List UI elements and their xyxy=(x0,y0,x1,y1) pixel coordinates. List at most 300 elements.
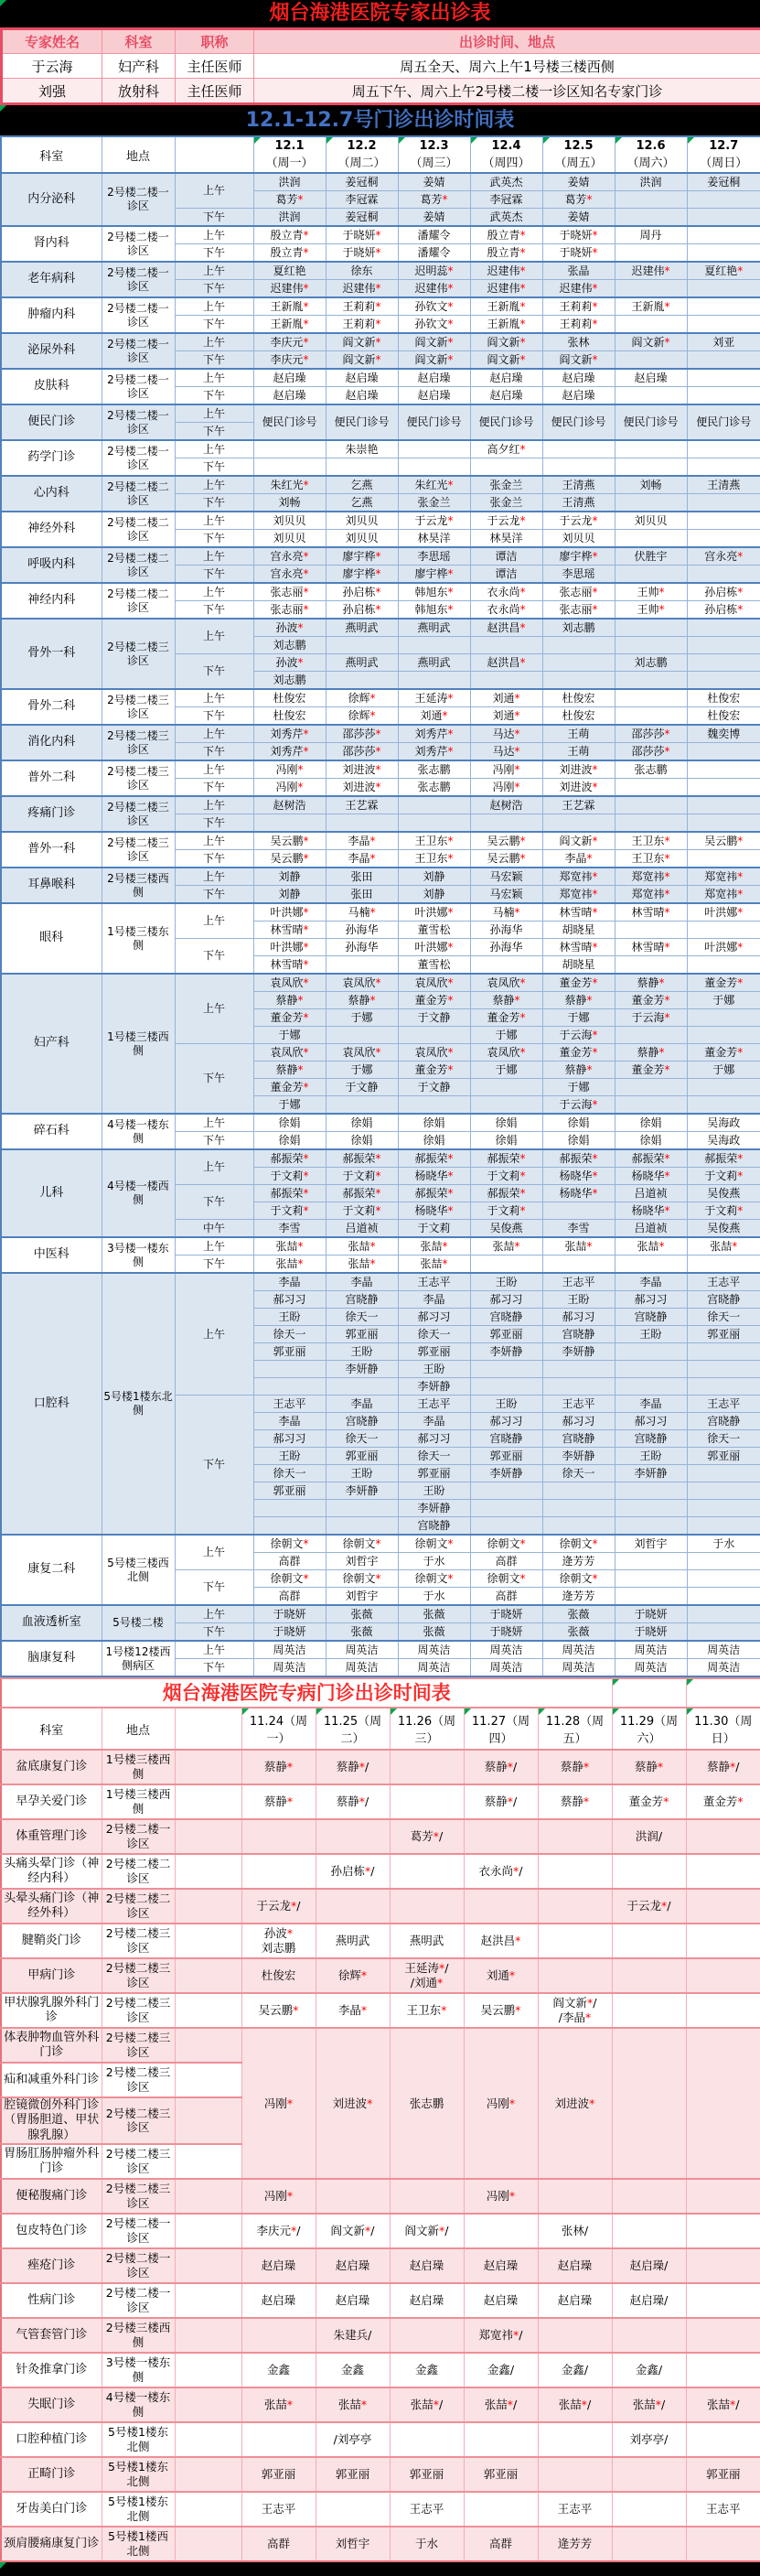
doctor-cell: 宫晓静 xyxy=(542,1326,615,1343)
asterisk-marker: * xyxy=(287,1795,293,1808)
doctor-cell xyxy=(686,1924,760,1958)
doctor-cell: 王盼 xyxy=(253,1448,326,1465)
doctor-cell xyxy=(687,1009,760,1027)
day-header-cell: 12.4 （周四） xyxy=(470,136,542,173)
asterisk-marker: * xyxy=(520,852,526,865)
location-cell: 2号楼二楼三诊区 xyxy=(102,832,175,868)
spacer-cell xyxy=(175,1993,241,2028)
doctor-cell xyxy=(687,779,760,797)
doctor-cell: 韩旭东* xyxy=(398,601,470,620)
doctor-cell: 刘秀芹* xyxy=(253,743,326,761)
doctor-cell: 迟建伟* xyxy=(398,280,470,298)
doctor-cell: 孙海华 xyxy=(470,939,542,956)
doctor-cell: 郭亚丽 xyxy=(398,1343,470,1361)
doctor-cell xyxy=(542,1256,615,1274)
doctor-cell: 郭亚丽 xyxy=(253,1343,326,1361)
location-cell: 2号楼二楼二诊区 xyxy=(102,512,175,547)
doctor-cell: 赵启璪 xyxy=(470,369,542,387)
doctor-cell: 杨晓华* xyxy=(615,1202,687,1220)
doctor-cell: 刘贝贝 xyxy=(253,512,326,530)
doctor-cell: 宫晓静 xyxy=(326,1291,398,1309)
dept-name-cell: 气管套管门诊 xyxy=(1,2318,102,2353)
doctor-cell: 阎文新* xyxy=(542,832,615,850)
doctor-cell xyxy=(687,1623,760,1642)
doctor-cell xyxy=(470,1378,542,1396)
doctor-cell xyxy=(687,922,760,939)
doctor-cell: 张志丽* xyxy=(542,583,615,601)
doctor-cell: 赵启璪 xyxy=(470,387,542,405)
doctor-cell: 李晶 xyxy=(326,1396,398,1413)
doctor-cell: 蔡静* xyxy=(538,1750,612,1784)
doctor-cell: 葛芳* xyxy=(542,191,615,209)
asterisk-marker: * xyxy=(593,941,598,954)
doctor-cell xyxy=(686,2318,760,2353)
asterisk-marker: * xyxy=(508,1760,513,1773)
asterisk-marker: * xyxy=(593,300,598,313)
doctor-cell: 郑宽祎* xyxy=(615,886,687,904)
doctor-cell xyxy=(398,814,470,833)
doctor-cell: 于文莉* xyxy=(253,1168,326,1185)
asterisk-marker: * xyxy=(737,888,743,900)
doctor-cell: 徐朝文* xyxy=(470,1570,542,1588)
shift-label-cell: 上午 xyxy=(175,1273,253,1396)
asterisk-marker: * xyxy=(737,941,743,954)
doctor-cell: 衣永尚* xyxy=(470,583,542,601)
doctor-cell: 蔡静* xyxy=(241,1784,316,1819)
asterisk-marker: * xyxy=(448,976,454,989)
doctor-cell: 叶洪娜* xyxy=(687,903,760,922)
asterisk-marker: * xyxy=(287,2189,293,2203)
doctor-cell: 郝习习 xyxy=(615,1413,687,1430)
doctor-cell: 便民门诊号 xyxy=(253,404,326,440)
doctor-cell: 刘静 xyxy=(398,886,470,904)
asterisk-marker: * xyxy=(593,1537,598,1550)
shift-label-cell: 上午 xyxy=(175,868,253,886)
asterisk-marker: * xyxy=(370,835,376,847)
doctor-cell: 袁凤欣* xyxy=(326,974,398,992)
doctor-cell xyxy=(464,2214,538,2248)
doctor-cell xyxy=(687,316,760,334)
doctor-cell: 张喆*/ xyxy=(390,2387,464,2422)
asterisk-marker: * xyxy=(304,1081,309,1094)
location-cell: 2号楼二楼三诊区 xyxy=(102,2028,175,2063)
doctor-cell: 刘静 xyxy=(253,886,326,904)
asterisk-marker: * xyxy=(593,550,598,563)
comment-marker-icon xyxy=(0,2562,6,2569)
location-cell: 5号楼三楼西北侧 xyxy=(102,1535,175,1605)
doctor-cell: 吴云鹏* xyxy=(253,850,326,868)
dept-name-cell: 中医科 xyxy=(1,1237,102,1273)
asterisk-marker: * xyxy=(291,2224,296,2237)
doctor-cell xyxy=(687,369,760,387)
doctor-cell: 乞燕 xyxy=(326,494,398,512)
schedule-row xyxy=(1,297,760,316)
asterisk-marker: * xyxy=(287,1760,293,1773)
dept-name-cell: 盆底康复门诊 xyxy=(1,1750,102,1784)
doctor-cell xyxy=(326,1378,398,1396)
doctor-cell: 叶洪娜* xyxy=(687,939,760,956)
location-cell: 2号楼二楼三诊区 xyxy=(102,1924,175,1958)
doctor-cell: 张林/ xyxy=(538,2214,612,2248)
doctor-cell: 赵启璪 xyxy=(316,2248,390,2283)
doctor-cell xyxy=(542,1361,615,1378)
doctor-cell: 宫晓静 xyxy=(687,1413,760,1430)
doctor-cell: 于文莉* xyxy=(326,1202,398,1220)
asterisk-marker: * xyxy=(665,1204,670,1217)
doctor-cell: 高群 xyxy=(470,1553,542,1570)
asterisk-marker: * xyxy=(434,2398,439,2411)
doctor-cell: 刘畅 xyxy=(615,476,687,494)
doctor-cell: 李晶* xyxy=(326,832,398,850)
expert-rank-cell: 主任医师 xyxy=(176,79,254,104)
asterisk-marker: * xyxy=(665,1011,670,1024)
doctor-cell xyxy=(316,1819,390,1854)
doctor-cell: 蔡静*/ xyxy=(316,1784,390,1819)
doctor-cell xyxy=(615,351,687,370)
doctor-cell: 邵莎莎* xyxy=(326,743,398,761)
doctor-cell xyxy=(615,387,687,405)
doctor-cell xyxy=(326,458,398,477)
doctor-cell: 王志平 xyxy=(687,1273,760,1291)
doctor-cell xyxy=(612,2028,686,2179)
doctor-cell: 阎文新* xyxy=(326,333,398,351)
asterisk-marker: * xyxy=(361,2398,367,2411)
doctor-cell: 徐娟 xyxy=(398,1114,470,1132)
doctor-cell xyxy=(686,2527,760,2561)
doctor-cell: 徐娟 xyxy=(253,1114,326,1132)
dept-name-cell: 腔镜微创外科门诊（胃肠胆道、甲状腺乳腺） xyxy=(1,2097,102,2144)
asterisk-marker: * xyxy=(376,336,381,349)
doctor-cell xyxy=(470,637,542,654)
dept-name-cell: 体表肿物血管外科门诊 xyxy=(1,2028,102,2063)
asterisk-marker: * xyxy=(376,781,381,793)
doctor-cell xyxy=(615,814,687,833)
asterisk-marker: * xyxy=(448,745,454,758)
asterisk-marker: * xyxy=(737,870,743,883)
expert-header-cell: 科室 xyxy=(102,29,176,54)
asterisk-marker: * xyxy=(376,1204,381,1217)
doctor-cell: 董金芳* xyxy=(687,1044,760,1062)
doctor-cell: 廖宇桦* xyxy=(326,566,398,584)
doctor-cell: 夏红艳* xyxy=(687,262,760,280)
asterisk-marker: * xyxy=(376,586,381,598)
doctor-cell: 袁凤欣* xyxy=(470,974,542,992)
doctor-cell xyxy=(615,1096,687,1115)
doctor-cell: 徐天一 xyxy=(253,1326,326,1343)
asterisk-marker: * xyxy=(509,1968,515,1982)
doctor-cell: 洪润 xyxy=(615,173,687,191)
doctor-cell: 刘静 xyxy=(398,868,470,886)
doctor-cell: 李冠霖 xyxy=(326,191,398,209)
schedule-row xyxy=(1,1114,760,1132)
dept-name-cell: 内分泌科 xyxy=(1,173,102,226)
asterisk-marker: * xyxy=(520,318,526,330)
asterisk-marker: * xyxy=(376,603,381,616)
asterisk-marker: * xyxy=(520,514,526,527)
doctor-cell xyxy=(326,1096,398,1115)
shift-label-cell: 上午 xyxy=(175,297,253,316)
doctor-cell: 刘进波* xyxy=(316,2028,390,2179)
schedule-row xyxy=(1,1605,760,1623)
clinic-row xyxy=(1,2028,760,2063)
doctor-cell: 葛芳*/ xyxy=(390,1819,464,1854)
shift-label-cell: 上午 xyxy=(175,725,253,743)
schedule-row xyxy=(1,1273,760,1291)
doctor-cell: 赵启璪 xyxy=(326,387,398,405)
doctor-cell: 宫晓静 xyxy=(615,1430,687,1448)
doctor-cell: 张薇 xyxy=(542,1623,615,1642)
doctor-cell xyxy=(390,2318,464,2353)
doctor-cell: 迟建伟* xyxy=(470,262,542,280)
doctor-cell: 王新胤* xyxy=(470,297,542,316)
doctor-cell: 徐娟 xyxy=(398,1132,470,1150)
doctor-cell xyxy=(615,1500,687,1517)
doctor-cell xyxy=(241,1819,316,1854)
doctor-cell: 蔡静* xyxy=(542,992,615,1009)
asterisk-marker: * xyxy=(520,1204,526,1217)
day-header-cell: 11.25（周二） xyxy=(316,1708,390,1750)
doctor-cell: 便民门诊号 xyxy=(326,404,398,440)
doctor-cell xyxy=(687,512,760,530)
doctor-cell: 袁凤欣* xyxy=(253,1044,326,1062)
doctor-cell: 王卫东* xyxy=(390,1993,464,2028)
day-header-cell: 12.6 （周六） xyxy=(615,136,687,173)
doctor-cell: 高群 xyxy=(253,1553,326,1570)
doctor-cell xyxy=(542,440,615,458)
doctor-cell: 吴俊燕 xyxy=(470,1220,542,1238)
doctor-cell: 冯刚* xyxy=(253,779,326,797)
doctor-cell: 周英洁 xyxy=(615,1659,687,1677)
doctor-cell: 王莉莉* xyxy=(326,297,398,316)
spacer-cell xyxy=(175,2028,241,2063)
shift-label-cell: 下午 xyxy=(175,1659,253,1677)
doctor-cell: 张薇 xyxy=(542,1605,615,1623)
asterisk-marker: * xyxy=(587,1240,593,1253)
doctor-cell: 韩旭东* xyxy=(398,583,470,601)
asterisk-marker: * xyxy=(448,567,454,580)
location-cell: 2号楼二楼三诊区 xyxy=(102,689,175,725)
doctor-cell: 郝习习 xyxy=(542,1413,615,1430)
doctor-cell: 吕道祯 xyxy=(615,1185,687,1202)
shift-label-cell: 上午 xyxy=(175,903,253,939)
doctor-cell: 吴海政 xyxy=(687,1114,760,1132)
doctor-cell: 张喆* xyxy=(470,1237,542,1256)
doctor-cell xyxy=(687,1079,760,1096)
asterisk-marker: * xyxy=(439,1961,444,1975)
doctor-cell xyxy=(470,1096,542,1115)
asterisk-marker: * xyxy=(370,906,376,919)
asterisk-marker: * xyxy=(304,479,309,491)
doctor-cell: 徐辉* xyxy=(316,1958,390,1993)
shift-label-cell: 下午 xyxy=(175,743,253,761)
doctor-cell: 郭亚丽 xyxy=(316,2457,390,2492)
spacer-cell xyxy=(175,2353,241,2387)
shift-label-cell: 下午 xyxy=(175,1570,253,1606)
asterisk-marker: * xyxy=(304,282,309,295)
doctor-cell: 于晓妍 xyxy=(253,1623,326,1642)
doctor-cell: 孙启栋* xyxy=(326,583,398,601)
shift-label-cell: 上午 xyxy=(175,262,253,280)
doctor-cell xyxy=(687,1096,760,1115)
asterisk-marker: * xyxy=(298,1240,304,1253)
expert-header-cell: 职称 xyxy=(176,29,254,54)
shift-label-cell: 上午 xyxy=(175,1641,253,1659)
asterisk-marker: * xyxy=(732,1240,737,1253)
asterisk-marker: * xyxy=(665,906,670,919)
asterisk-marker: * xyxy=(304,300,309,313)
dept-name-cell: 神经内科 xyxy=(1,583,102,619)
doctor-cell: 迟建伟* xyxy=(326,280,398,298)
doctor-cell xyxy=(538,2457,612,2492)
doctor-cell: 王帅* xyxy=(615,601,687,620)
doctor-cell: 阎文新* xyxy=(470,333,542,351)
doctor-cell: 李晶 xyxy=(253,1413,326,1430)
doctor-cell: 张金兰 xyxy=(470,494,542,512)
doctor-cell: 李晶* xyxy=(326,850,398,868)
doctor-cell xyxy=(687,637,760,654)
asterisk-marker: * xyxy=(593,1152,598,1165)
doctor-cell: 吴俊燕 xyxy=(687,1220,760,1238)
doctor-cell: 张薇 xyxy=(326,1605,398,1623)
asterisk-marker: * xyxy=(304,567,309,580)
doctor-cell: 董雪松 xyxy=(398,922,470,939)
schedule-row xyxy=(1,1149,760,1168)
asterisk-marker: * xyxy=(370,1240,376,1253)
spacer-cell xyxy=(175,2179,241,2214)
expert-time-cell: 周五全天、周六上午1号楼三楼西侧 xyxy=(254,54,760,79)
doctor-cell: 李妍静 xyxy=(542,1448,615,1465)
doctor-cell: 张喆*/ xyxy=(538,2387,612,2422)
doctor-cell: 于娜 xyxy=(470,1027,542,1044)
doctor-cell: 张金兰 xyxy=(470,476,542,494)
doctor-cell xyxy=(398,1027,470,1044)
dept-name-cell: 头痛头晕门诊（神经内科） xyxy=(1,1854,102,1889)
doctor-cell: 张喆* xyxy=(241,2387,316,2422)
doctor-cell: 徐娟 xyxy=(470,1132,542,1150)
doctor-cell: 燕明武 xyxy=(390,1924,464,1958)
shift-label-cell: 上午 xyxy=(175,547,253,566)
asterisk-marker: * xyxy=(376,1572,381,1585)
doctor-cell: 金鑫/ xyxy=(612,2353,686,2387)
asterisk-marker: * xyxy=(515,906,520,919)
asterisk-marker: * xyxy=(659,603,665,616)
doctor-cell: 郭亚丽 xyxy=(326,1448,398,1465)
doctor-cell xyxy=(687,796,760,814)
asterisk-marker: * xyxy=(304,1152,309,1165)
doctor-cell: 于晓妍 xyxy=(615,1605,687,1623)
asterisk-marker: * xyxy=(376,1537,381,1550)
asterisk-marker: * xyxy=(304,1537,309,1550)
doctor-cell xyxy=(326,956,398,975)
doctor-cell: 冯刚* xyxy=(464,2179,538,2214)
location-cell: 2号楼三楼西侧 xyxy=(102,868,175,903)
doctor-cell: 宫晓静 xyxy=(687,1291,760,1309)
schedule-row xyxy=(1,796,760,814)
day-header-cell: 11.28（周五） xyxy=(538,1708,612,1750)
doctor-cell: 董金芳* xyxy=(470,1009,542,1027)
doctor-cell: 迟明蕊* xyxy=(398,262,470,280)
doctor-cell: 金鑫/ xyxy=(464,2353,538,2387)
asterisk-marker: * xyxy=(520,603,526,616)
doctor-cell xyxy=(316,2179,390,2214)
doctor-cell: 迟建伟* xyxy=(615,262,687,280)
doctor-cell: 于文静 xyxy=(326,1079,398,1096)
doctor-cell xyxy=(464,1889,538,1924)
doctor-cell: 邵莎莎* xyxy=(326,725,398,743)
doctor-cell: 郭亚丽 xyxy=(687,1448,760,1465)
asterisk-marker: * xyxy=(665,336,670,349)
asterisk-marker: * xyxy=(658,1760,663,1773)
doctor-cell xyxy=(686,2214,760,2248)
doctor-cell: 燕明武 xyxy=(316,1924,390,1958)
doctor-cell xyxy=(326,672,398,690)
doctor-cell: 于文莉* xyxy=(687,1168,760,1185)
location-cell: 1号楼三楼西侧 xyxy=(102,1784,175,1819)
doctor-cell: 王志平 xyxy=(687,1396,760,1413)
asterisk-marker: * xyxy=(583,1760,589,1773)
doctor-cell: 郝振荣* xyxy=(687,1149,760,1168)
asterisk-marker: * xyxy=(448,300,454,313)
asterisk-marker: * xyxy=(376,318,381,330)
asterisk-marker: * xyxy=(520,835,526,847)
doctor-cell: 王清燕 xyxy=(542,494,615,512)
doctor-cell: 张志丽* xyxy=(253,583,326,601)
doctor-cell xyxy=(470,1079,542,1096)
spacer-cell xyxy=(175,1819,241,1854)
doctor-cell: 李晶 xyxy=(326,1273,398,1291)
doctor-cell xyxy=(538,1924,612,1958)
shift-label-cell: 下午 xyxy=(175,316,253,334)
location-cell: 2号楼二楼一诊区 xyxy=(102,369,175,404)
doctor-cell xyxy=(615,1361,687,1378)
doctor-cell xyxy=(687,760,760,779)
doctor-cell xyxy=(687,1343,760,1361)
doctor-cell: 于水 xyxy=(398,1588,470,1606)
doctor-cell: 伏胜宇 xyxy=(615,547,687,566)
doctor-cell: 宫晓静 xyxy=(398,1517,470,1536)
doctor-cell xyxy=(612,2318,686,2353)
doctor-cell xyxy=(390,1889,464,1924)
doctor-cell: 林雪晴* xyxy=(542,939,615,956)
shift-label-cell: 下午 xyxy=(175,387,253,405)
doctor-cell: 姜婧 xyxy=(398,173,470,191)
spacer-cell xyxy=(175,2422,241,2457)
asterisk-marker: * xyxy=(520,621,526,634)
spacer-cell xyxy=(175,2492,241,2527)
doctor-cell xyxy=(615,779,687,797)
asterisk-marker: * xyxy=(508,1795,513,1808)
shift-label-cell: 上午 xyxy=(175,1114,253,1132)
doctor-cell: 李妍静 xyxy=(470,1465,542,1482)
doctor-cell: 郑宽祎*/ xyxy=(464,2318,538,2353)
special-title-spacer-cell xyxy=(686,1678,760,1708)
expert-dept-cell: 放射科 xyxy=(102,79,176,104)
doctor-cell: 徐朝文* xyxy=(326,1535,398,1553)
asterisk-marker: * xyxy=(665,888,670,900)
asterisk-marker: * xyxy=(515,728,520,740)
clinic-row xyxy=(1,1784,760,1819)
doctor-cell xyxy=(612,1958,686,1993)
doctor-cell: 燕明武 xyxy=(326,654,398,672)
doctor-cell: 徐娟 xyxy=(542,1132,615,1150)
shift-label-cell: 下午 xyxy=(175,244,253,263)
location-cell: 2号楼二楼一诊区 xyxy=(102,440,175,476)
dept-name-cell: 胃肠肛肠肿瘤外科门诊 xyxy=(1,2144,102,2179)
doctor-cell xyxy=(615,707,687,726)
doctor-cell: 阎文新* xyxy=(398,333,470,351)
doctor-cell: 王新胤* xyxy=(615,297,687,316)
doctor-cell: 徐天一 xyxy=(253,1465,326,1482)
